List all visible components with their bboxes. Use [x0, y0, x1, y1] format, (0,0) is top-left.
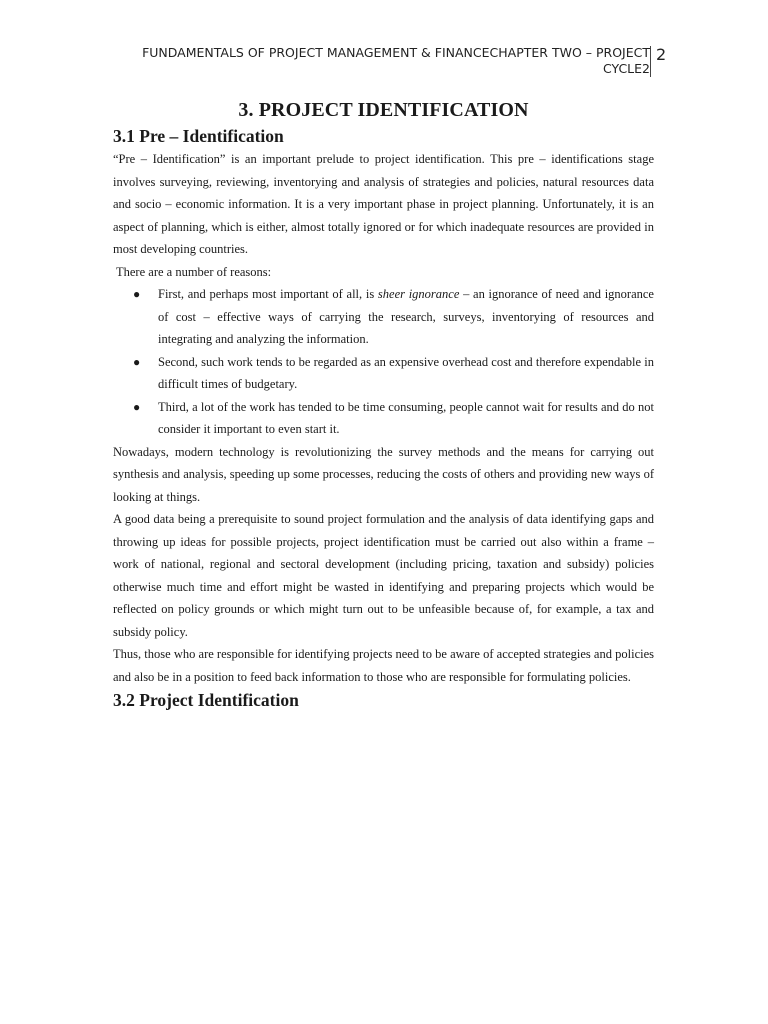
list-item	[113, 283, 654, 351]
document-body	[113, 96, 654, 712]
reason-text-after: – an ignorance of need and ignorance of cost – effective ways of carrying the research, surveys, inventorying of resources and integrating and analyzing the information.	[158, 287, 654, 346]
chapter-title: 3. PROJECT IDENTIFICATION	[238, 99, 529, 121]
paragraph-pre-identification-intro: “Pre – Identification” is an important prelude to project identification. This pre – identifications stage involves surveying, reviewing, inventorying and analysis of strategies and policies, natural resources data and socio – economic information. It is a very important phase in project planning. Unfortunately, it is an aspect of planning, which is either, almost totally ignored or for which inadequate resources are provided in most developing countries.	[113, 152, 654, 256]
paragraph-responsibility: Thus, those who are responsible for identifying projects need to be aware of accepted strategies and policies and also be in a position to feed back information to those who are responsible for formulating policies.	[113, 647, 654, 684]
bullet-icon: ●	[133, 287, 141, 301]
reason-text-before: First, and perhaps most important of all, is	[158, 287, 378, 301]
reasons-list	[113, 283, 654, 441]
bullet-icon: ●	[133, 354, 141, 369]
reason-text: Second, such work tends to be regarded as an expensive overhead cost and therefore expendable in difficult times of budgetary.	[158, 354, 654, 391]
paragraph-good-data: A good data being a prerequisite to sound project formulation and the analysis of data identifying gaps and throwing up ideas for possible projects, project identification must be carried out also within a frame – work of national, regional and sectoral development (including pricing, taxation and subsidy) policies otherwise much time and effort might be wasted in identifying and preparing projects which would be reflected on policy grounds or which might turn out to be unfeasible because of, for example, a tax and subsidy policy.	[113, 512, 654, 639]
running-header: FUNDAMENTALS OF PROJECT MANAGEMENT & FINANCECHAPTER TWO – PROJECT CYCLE2	[142, 45, 650, 76]
page-number: 2	[656, 45, 667, 64]
reasons-intro: There are a number of reasons:	[116, 264, 272, 279]
list-item	[113, 351, 654, 396]
section-heading-project-identification: 3.2 Project Identification	[113, 690, 299, 710]
bullet-icon: ●	[133, 399, 141, 414]
reason-emphasis: sheer ignorance	[377, 287, 460, 301]
paragraph-modern-technology: Nowadays, modern technology is revolutionizing the survey methods and the means for carrying out synthesis and analysis, speeding up some processes, reducing the costs of others and providing new ways of looking at things.	[113, 444, 654, 504]
header-divider	[650, 46, 651, 77]
section-heading-pre-identification: 3.1 Pre – Identification	[113, 126, 284, 146]
reason-text: Third, a lot of the work has tended to be time consuming, people cannot wait for results and do not consider it important to even start it.	[158, 399, 654, 436]
list-item	[113, 396, 654, 441]
